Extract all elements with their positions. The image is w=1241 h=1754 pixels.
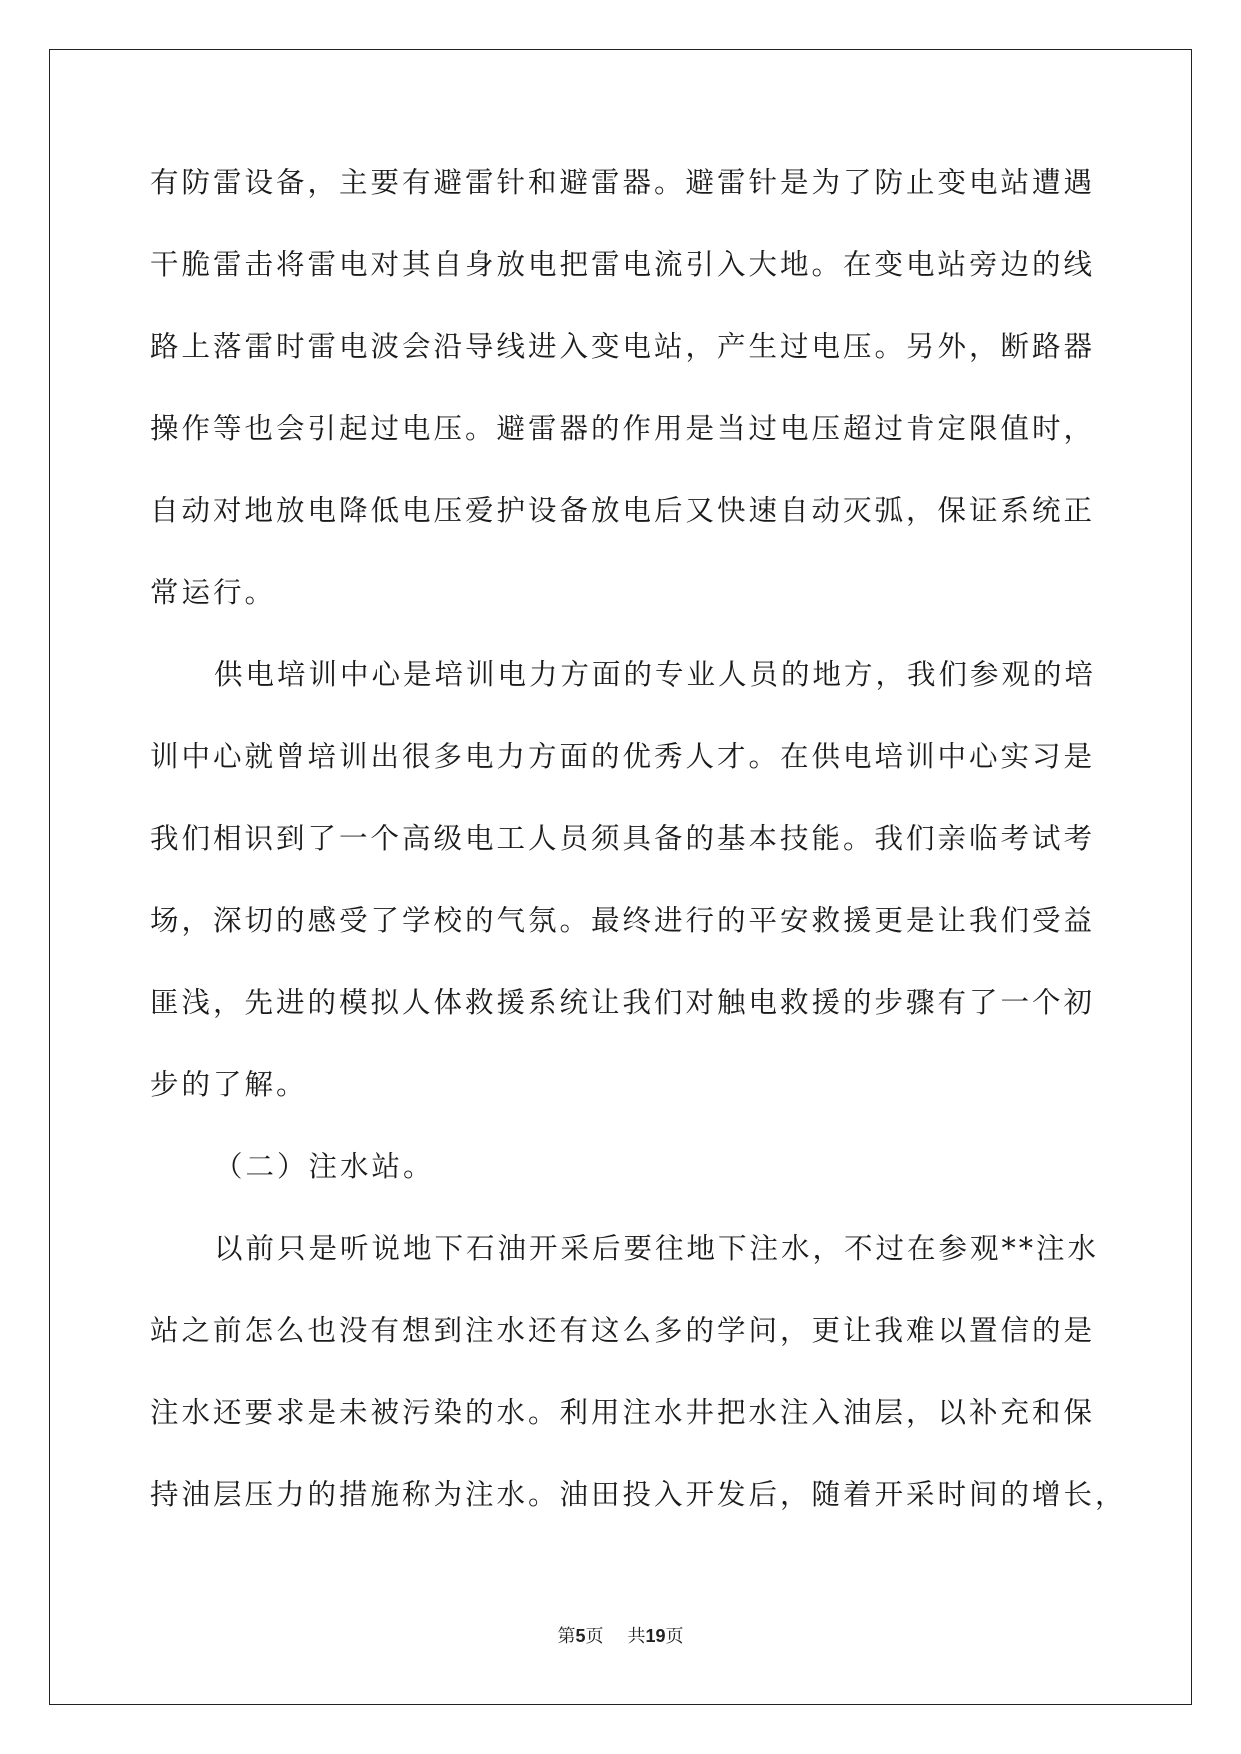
page-suffix: 页 xyxy=(585,1626,604,1647)
text-line: 持油层压力的措施称为注水。油田投入开发后，随着开采时间的增长， xyxy=(150,1478,1127,1511)
text-line: 路上落雷时雷电波会沿导线进入变电站，产生过电压。另外，断路器 xyxy=(150,330,1096,363)
text-line: 注水还要求是未被污染的水。利用注水井把水注入油层，以补充和保 xyxy=(150,1396,1096,1429)
text-line: 训中心就曾培训出很多电力方面的优秀人才。在供电培训中心实习是 xyxy=(150,740,1096,773)
text-line: 匪浅，先进的模拟人体救援系统让我们对触电救援的步骤有了一个初 xyxy=(150,986,1096,1019)
text-line: 操作等也会引起过电压。避雷器的作用是当过电压超过肯定限值时， xyxy=(150,412,1096,445)
text-line: 我们相识到了一个高级电工人员须具备的基本技能。我们亲临考试考 xyxy=(150,822,1096,855)
document-body xyxy=(150,165,1127,1559)
text-line: 常运行。 xyxy=(150,576,277,609)
total-pages: 19 xyxy=(645,1626,666,1646)
text-line: 有防雷设备，主要有避雷针和避雷器。避雷针是为了防止变电站遭遇 xyxy=(150,166,1096,199)
total-prefix: 共 xyxy=(627,1626,646,1647)
text-line: 以前只是听说地下石油开采后要往地下注水，不过在参观**注水 xyxy=(214,1232,1100,1265)
text-line: 干脆雷击将雷电对其自身放电把雷电流引入大地。在变电站旁边的线 xyxy=(150,248,1096,281)
text-line: 供电培训中心是培训电力方面的专业人员的地方，我们参观的培 xyxy=(214,658,1097,691)
text-line: 站之前怎么也没有想到注水还有这么多的学问，更让我难以置信的是 xyxy=(150,1314,1096,1347)
text-line: 自动对地放电降低电压爱护设备放电后又快速自动灭弧，保证系统正 xyxy=(150,494,1096,527)
text-line: 场，深切的感受了学校的气氛。最终进行的平安救援更是让我们受益 xyxy=(150,904,1096,937)
total-suffix: 页 xyxy=(665,1626,684,1647)
page-number: 5 xyxy=(575,1626,586,1646)
page-prefix: 第 xyxy=(557,1626,576,1647)
text-line: （二）注水站。 xyxy=(214,1150,435,1183)
page-footer xyxy=(0,1622,1241,1648)
text-line: 步的了解。 xyxy=(150,1068,308,1101)
